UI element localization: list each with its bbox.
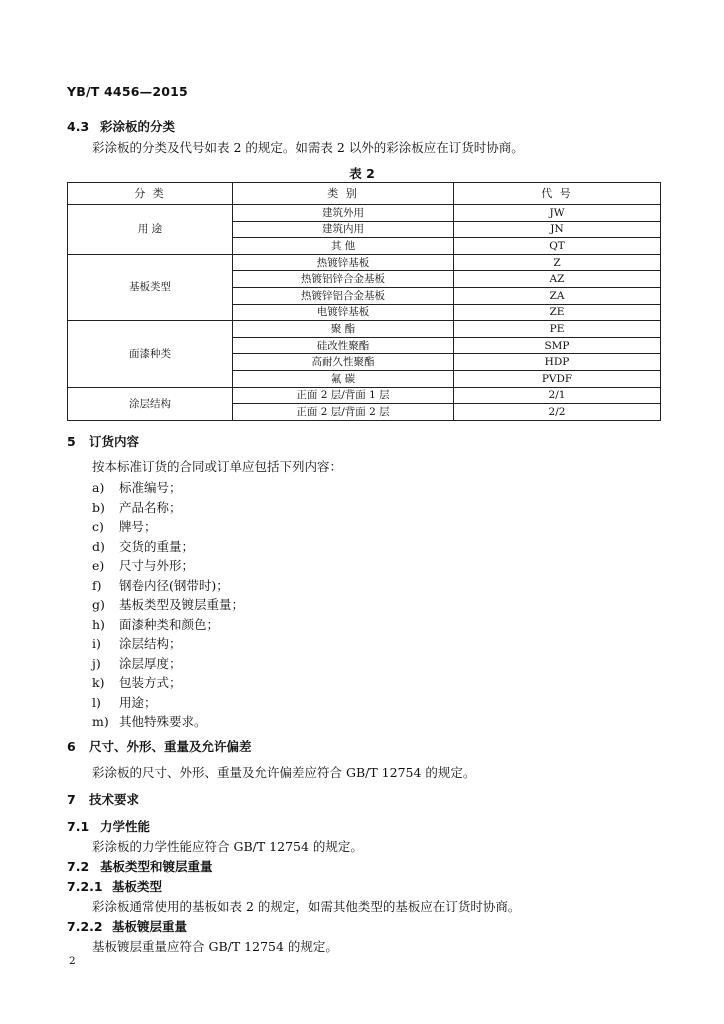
section-4-3-text: 彩涂板的分类及代号如表 2 的规定。如需表 2 以外的彩涂板应在订货时协商。	[92, 140, 524, 155]
section-title: 彩涂板的分类	[100, 119, 176, 134]
section-6-heading	[67, 737, 252, 755]
list-text: 尺寸与外形；	[119, 558, 195, 573]
code-cell: AZ	[454, 271, 661, 288]
table-row	[68, 205, 661, 222]
section-number: 7	[67, 792, 76, 807]
list-marker: c)	[92, 519, 104, 534]
list-marker: h)	[92, 616, 105, 632]
section-number: 5	[67, 434, 76, 449]
list-marker: k)	[92, 675, 105, 690]
section-title: 基板类型和镀层重量	[100, 859, 213, 874]
section-title: 力学性能	[100, 819, 151, 834]
section-5-intro: 按本标准订货的合同或订单应包括下列内容：	[92, 459, 343, 474]
list-marker: e)	[92, 558, 105, 573]
list-item	[92, 478, 182, 496]
category-cell: 电镀锌基板	[233, 304, 454, 321]
list-marker: m)	[92, 714, 109, 729]
category-cell: 热镀锌铝合金基板	[233, 287, 454, 304]
document-code: YB/T 4456—2015	[67, 84, 188, 99]
table-row	[68, 254, 661, 271]
code-cell: SMP	[454, 337, 661, 354]
section-number: 7.1	[67, 819, 90, 834]
code-cell: QT	[454, 238, 661, 255]
group-name: 涂层结构	[68, 387, 233, 420]
section-title: 基板镀层重量	[112, 919, 188, 934]
category-cell: 高耐久性聚酯	[233, 354, 454, 371]
category-cell: 正面 2 层/背面 2 层	[233, 404, 454, 421]
code-cell: JN	[454, 221, 661, 238]
list-text: 交货的重量；	[119, 538, 195, 554]
list-item	[92, 556, 194, 574]
section-title: 尺寸、外形、重量及允许偏差	[89, 739, 252, 754]
list-text: 涂层结构；	[119, 636, 182, 651]
code-cell: Z	[454, 254, 661, 271]
list-text: 产品名称；	[119, 499, 182, 515]
table-row	[68, 387, 661, 404]
section-6-text: 彩涂板的尺寸、外形、重量及允许偏差应符合 GB/T 12754 的规定。	[92, 765, 476, 780]
code-cell: ZA	[454, 287, 661, 304]
header-category: 类 别	[233, 183, 454, 205]
list-text: 其他特殊要求。	[119, 714, 207, 729]
section-title: 技术要求	[89, 792, 140, 807]
page-number: 2	[69, 955, 76, 967]
list-text: 涂层厚度；	[119, 655, 182, 671]
section-title: 订货内容	[89, 434, 140, 449]
list-marker: a)	[92, 480, 105, 495]
list-marker: d)	[92, 538, 105, 554]
section-number: 6	[67, 739, 76, 754]
list-marker: g)	[92, 597, 105, 612]
section-7-2-1-text: 彩涂板通常使用的基板如表 2 的规定，如需其他类型的基板应在订货时协商。	[92, 899, 521, 914]
list-item	[92, 537, 194, 555]
code-cell: PE	[454, 321, 661, 338]
list-item	[92, 712, 207, 730]
list-text: 标准编号；	[119, 480, 182, 495]
category-cell: 硅改性聚酯	[233, 337, 454, 354]
section-number: 7.2.2	[67, 919, 103, 934]
section-7-2-2-text: 基板镀层重量应符合 GB/T 12754 的规定。	[92, 939, 338, 954]
code-cell: PVDF	[454, 370, 661, 387]
list-text: 牌号；	[119, 519, 157, 534]
table-header-row	[68, 183, 661, 205]
table-caption: 表 2	[349, 166, 375, 181]
header-classification: 分 类	[68, 183, 233, 205]
list-item	[92, 693, 157, 711]
list-marker: i)	[92, 636, 101, 651]
list-item	[92, 595, 244, 613]
list-marker: b)	[92, 499, 105, 515]
category-cell: 聚 酯	[233, 321, 454, 338]
list-marker: j)	[92, 655, 101, 671]
section-7-2-2-heading	[67, 917, 187, 935]
list-item	[92, 498, 182, 516]
section-7-1-heading	[67, 817, 150, 835]
section-7-heading	[67, 790, 139, 808]
code-cell: HDP	[454, 354, 661, 371]
section-number: 7.2	[67, 859, 90, 874]
list-text: 基板类型及镀层重量；	[119, 597, 245, 612]
list-item	[92, 654, 182, 672]
category-cell: 热镀锌基板	[233, 254, 454, 271]
list-item	[92, 576, 229, 594]
section-7-2-1-heading	[67, 877, 162, 895]
code-cell: ZE	[454, 304, 661, 321]
section-number: 4.3	[67, 119, 90, 134]
code-cell: 2/1	[454, 387, 661, 404]
list-item	[92, 634, 182, 652]
section-7-1-text: 彩涂板的力学性能应符合 GB/T 12754 的规定。	[92, 839, 363, 854]
section-5-heading	[67, 432, 139, 450]
code-cell: JW	[454, 205, 661, 222]
group-name: 面漆种类	[68, 321, 233, 387]
list-item	[92, 615, 219, 633]
category-cell: 建筑外用	[233, 205, 454, 222]
list-marker: f)	[92, 577, 102, 593]
list-text: 包装方式；	[119, 675, 182, 690]
group-name: 基板类型	[68, 254, 233, 320]
category-cell: 正面 2 层/背面 1 层	[233, 387, 454, 404]
section-7-2-heading	[67, 857, 213, 875]
section-4-3-heading	[67, 117, 175, 135]
category-cell: 建筑内用	[233, 221, 454, 238]
code-cell: 2/2	[454, 404, 661, 421]
list-item	[92, 673, 182, 691]
list-text: 用途；	[119, 694, 157, 710]
list-text: 面漆种类和颜色；	[119, 616, 220, 632]
group-name: 用 途	[68, 205, 233, 255]
category-cell: 氟 碳	[233, 370, 454, 387]
header-code: 代 号	[454, 183, 661, 205]
category-cell: 其 他	[233, 238, 454, 255]
classification-table	[67, 182, 661, 421]
section-number: 7.2.1	[67, 879, 103, 894]
table-row	[68, 321, 661, 338]
list-marker: l)	[92, 694, 101, 710]
list-text: 钢卷内径(钢带时)；	[119, 577, 229, 593]
category-cell: 热镀铝锌合金基板	[233, 271, 454, 288]
section-title: 基板类型	[112, 879, 163, 894]
list-item	[92, 517, 157, 535]
